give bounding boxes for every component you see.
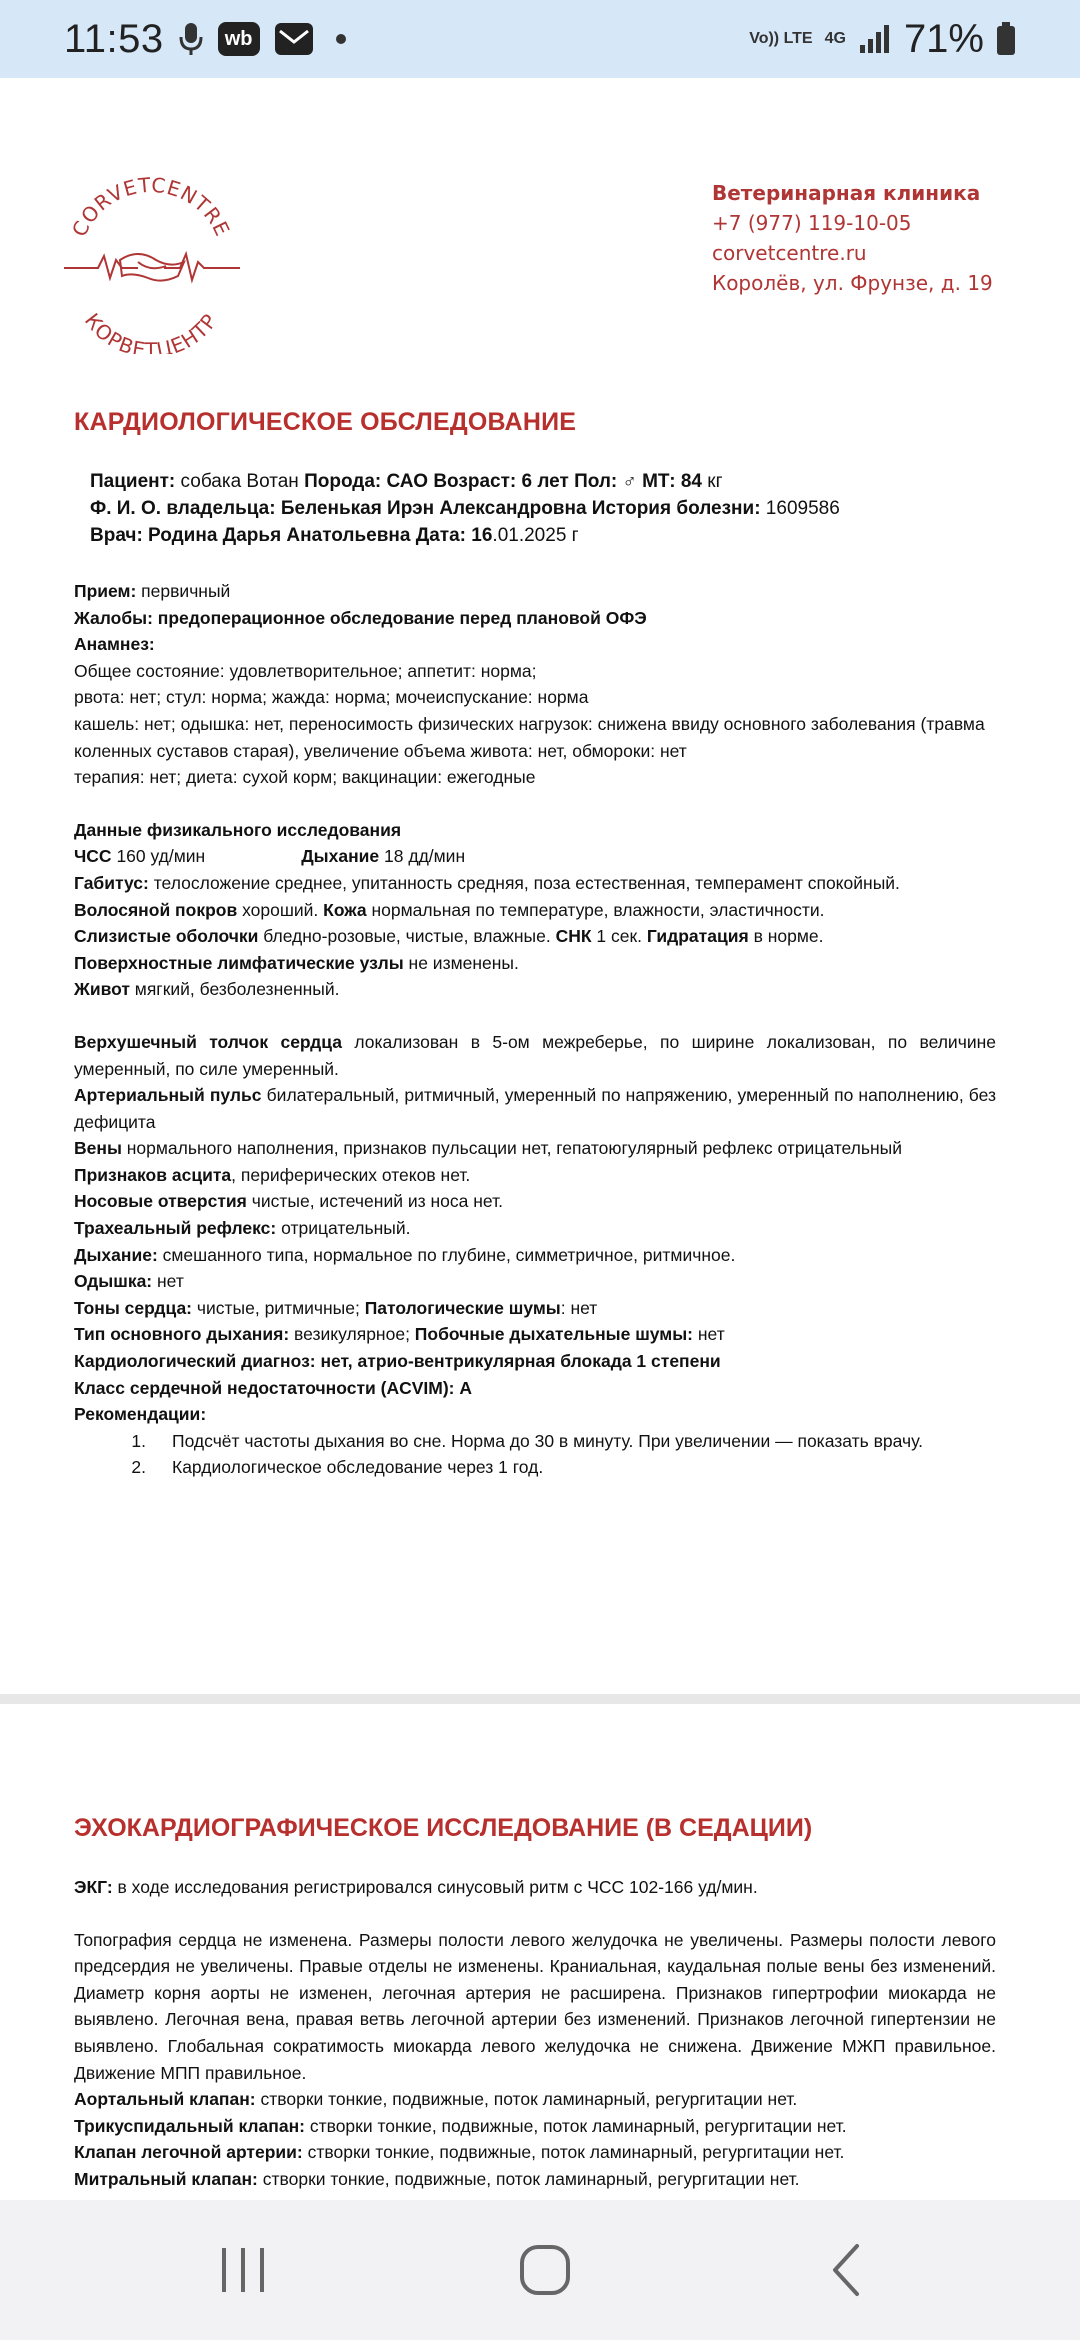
label-aortic: Аортальный клапан: (74, 2089, 256, 2110)
wb-icon: wb (218, 22, 260, 56)
section-title-echo: ЭХОКАРДИОГРАФИЧЕСКОЕ ИССЛЕДОВАНИЕ (В СЕДАЦИИ) (74, 1814, 813, 1842)
mitral-value: створки тонкие, подвижные, поток ламинарный, регургитации нет. (257, 2168, 800, 2189)
mail-icon (274, 22, 314, 56)
abdomen-line (74, 976, 996, 1003)
label-pulmonary: Клапан легочной артерии: (74, 2142, 303, 2163)
label-nose: Носовые отверстия (74, 1191, 247, 1212)
microphone-icon (178, 21, 204, 57)
pulse-line (74, 1082, 996, 1135)
dot-icon (336, 34, 346, 44)
history-value: 1609586 (760, 498, 840, 519)
clinic-address: Королёв, ул. Фрунзе, д. 19 (712, 271, 993, 295)
apex-line (74, 1029, 996, 1082)
label-doctor: Врач: Родина Дарья Анатольевна Дата: 16 (90, 525, 493, 546)
label-tones: Тоны сердца: (74, 1297, 193, 1318)
resp-value: 18 дд/мин (379, 846, 466, 867)
svg-text:CORVETCENTRE (67, 173, 235, 241)
anamnesis-line: терапия: нет; диета: сухой корм; вакцинации: ежегодные (74, 767, 536, 788)
echo-body (74, 1874, 996, 2193)
nose-line (74, 1188, 996, 1215)
status-time: 11:53 (64, 16, 164, 61)
lymph-value: не изменены. (403, 952, 519, 973)
label-owner: Ф. И. О. владельца: Беленькая Ирэн Александровна (90, 498, 587, 519)
tracheal-line (74, 1215, 996, 1242)
label-reception: Прием: (74, 581, 137, 601)
label-veins: Вены (74, 1138, 122, 1159)
list-item-number: 1. (131, 1430, 146, 1451)
skin-value: нормальная по температуре, влажности, эластичности. (366, 899, 825, 920)
apex-value: локализован в 5-ом межреберье, по ширине локализован, по величине умеренный, по силе умеренный. (74, 1031, 996, 1079)
label-weight: МТ: 84 (636, 471, 702, 492)
label-hr: ЧСС (74, 846, 112, 867)
anamnesis-label: Анамнез: (74, 634, 155, 655)
label-side-sounds: Побочные дыхательные шумы: (414, 1324, 694, 1345)
label-mucosa: Слизистые оболочки (74, 926, 259, 947)
acvim-line: Класс сердечной недостаточности (ACVIM): А (74, 1377, 473, 1398)
physical-title: Данные физикального исследования (74, 819, 402, 840)
ascites-line (74, 1162, 996, 1189)
home-icon[interactable] (510, 2240, 580, 2300)
aortic-line (74, 2086, 996, 2113)
label-apex: Верхушечный толчок сердца (74, 1031, 342, 1052)
mitral-line (74, 2166, 996, 2193)
reception-line (74, 578, 996, 605)
battery-icon (996, 22, 1016, 56)
label-tricuspid: Трикуспидальный клапан: (74, 2115, 305, 2136)
ecg-value: в ходе исследования регистрировался синусовый ритм с ЧСС 102-166 уд/мин. (112, 1877, 758, 1897)
signal-icon (858, 23, 892, 55)
breath-type-value: везикулярное; (289, 1324, 415, 1345)
tones-value: чистые, ритмичные; (192, 1297, 365, 1318)
page-divider (0, 1694, 1080, 1704)
murmurs-value: : нет (560, 1297, 598, 1318)
label-breath-type: Тип основного дыхания: (74, 1324, 290, 1345)
pulmonary-value: створки тонкие, подвижные, поток ламинарный, регургитации нет. (302, 2142, 845, 2163)
tricuspid-value: створки тонкие, подвижные, поток ламинарный, регургитации нет. (304, 2115, 847, 2136)
tricuspid-line (74, 2113, 996, 2140)
recent-apps-icon[interactable] (208, 2240, 278, 2300)
label-abdomen: Живот (74, 979, 130, 1000)
complaints-line: Жалобы: предоперационное обследование перед плановой ОФЭ (74, 607, 647, 628)
label-mitral: Митральный клапан: (74, 2168, 258, 2189)
list-item-text: Кардиологическое обследование через 1 год. (172, 1457, 544, 1478)
patient-line-1 (90, 468, 840, 495)
habitus-line (74, 870, 996, 897)
navigation-bar (0, 2200, 1080, 2340)
diagnosis-line: Кардиологический диагноз: нет, атрио-вентрикулярная блокада 1 степени (74, 1351, 721, 1372)
anamnesis-line: кашель: нет; одышка: нет, переносимость физических нагрузок: снижена ввиду основного заболевания (травма коленных суставов старая), увеличение объема живота: нет, обмороки: нет (74, 713, 985, 761)
label-crt: СНК (555, 926, 592, 947)
anamnesis-line: рвота: нет; стул: норма; жажда: норма; мочеиспускание: норма (74, 687, 589, 708)
back-icon[interactable] (812, 2240, 882, 2300)
dyspnea-value: нет (152, 1271, 184, 1292)
label-patient: Пациент: (90, 471, 176, 492)
list-item (74, 1454, 996, 1481)
mucosa-value: бледно-розовые, чистые, влажные. (258, 926, 556, 947)
label-skin: Кожа (323, 899, 367, 920)
date-value: .01.2025 г (492, 525, 579, 546)
status-right (749, 17, 1016, 62)
weight-unit: кг (702, 471, 723, 492)
anamnesis-line: Общее состояние: удовлетворительное; аппетит: норма; (74, 660, 537, 681)
lymph-line (74, 950, 996, 977)
label-tracheal: Трахеальный рефлекс: (74, 1218, 277, 1239)
status-left (64, 17, 346, 62)
abdomen-value: мягкий, безболезненный. (129, 979, 340, 1000)
habitus-value: телосложение среднее, упитанность средняя, поза естественная, темперамент спокойный. (148, 872, 900, 893)
label-sex: Пол: (568, 471, 623, 492)
male-symbol-icon: ♂ (622, 471, 637, 492)
breathing-line (74, 1242, 996, 1269)
tracheal-value: отрицательный. (276, 1218, 411, 1239)
label-ecg: ЭКГ: (74, 1877, 113, 1897)
hydration-value: в норме. (748, 926, 824, 947)
label-history: История болезни: (586, 498, 761, 519)
label-murmurs: Патологические шумы (364, 1297, 561, 1318)
clinic-website[interactable]: corvetcentre.ru (712, 241, 867, 265)
label-resp: Дыхание (301, 846, 380, 867)
patient-line-2 (90, 495, 840, 522)
mucosa-line (74, 923, 996, 950)
breath-type-line (74, 1321, 996, 1348)
veins-line (74, 1135, 996, 1162)
document-page-1 (0, 78, 1080, 1698)
label-age: Возраст: 6 лет (428, 471, 569, 492)
nose-value: чистые, истечений из носа нет. (246, 1191, 504, 1212)
status-bar (0, 0, 1080, 78)
label-hydration: Гидратация (646, 926, 749, 947)
label-pulse: Артериальный пульс (74, 1085, 262, 1106)
section-title-cardio: КАРДИОЛОГИЧЕСКОЕ ОБСЛЕДОВАНИЕ (74, 408, 577, 436)
ascites-value: , периферических отеков нет. (231, 1164, 471, 1185)
aortic-value: створки тонкие, подвижные, поток ламинарный, регургитации нет. (255, 2089, 798, 2110)
breathing-value: смешанного типа, нормальное по глубине, симметричное, ритмичное. (157, 1244, 736, 1265)
label-lymph: Поверхностные лимфатические узлы (74, 952, 404, 973)
list-item (74, 1428, 996, 1455)
document-page-2 (0, 1704, 1080, 2200)
volte-indicator: Vo)) LTE (749, 30, 813, 47)
side-sounds-value: нет (693, 1324, 725, 1345)
reception-value: первичный (136, 581, 231, 601)
label-habitus: Габитус: (74, 872, 149, 893)
clinic-contacts (712, 178, 993, 298)
coat-value: хороший. (237, 899, 324, 920)
pulmonary-line (74, 2139, 996, 2166)
svg-text:КОРВЕТЦЕНТР (80, 309, 222, 354)
clinic-logo (58, 168, 244, 354)
label-dyspnea: Одышка: (74, 1271, 153, 1292)
recommendations-list (74, 1428, 996, 1481)
clinic-name: Ветеринарная клиника (712, 181, 981, 205)
veins-value: нормального наполнения, признаков пульсации нет, гепатоюгулярный рефлекс отрицательный (121, 1138, 903, 1159)
exam-body (74, 578, 996, 1481)
patient-info (90, 468, 840, 549)
coat-line (74, 897, 996, 924)
recommendations-label: Рекомендации: (74, 1404, 207, 1425)
topography-text: Топография сердца не изменена. Размеры полости левого желудочка не увеличены. Размеры полости левого предсердия не увеличены. Правые отделы не изменены. Краниальная, каудальная полые вены без изменений. Диаметр корня аорты не изменен, легочная артерия не расширена. Признаков гипертрофии миокарда не выявлено. Легочная вена, правая ветвь легочной артерии без изменений. Признаков легочной гипертензии не выявлено. Глобальная сократимость миокарда левого желудочка не снижена. Движение МЖП правильное. Движение МПП правильное. (74, 1929, 996, 2083)
pulse-value: билатеральный, ритмичный, умеренный по напряжению, умеренный по наполнению, без дефицита (74, 1085, 996, 1132)
label-ascites: Признаков асцита (74, 1164, 232, 1185)
patient-line-3 (90, 522, 840, 549)
list-item-text: Подсчёт частоты дыхания во сне. Норма до 30 в минуту. При увеличении — показать врачу. (172, 1430, 923, 1451)
crt-value: 1 сек. (591, 926, 647, 947)
list-item-number: 2. (131, 1457, 146, 1478)
vitals-line (74, 843, 996, 870)
hr-value: 160 уд/мин (111, 846, 206, 867)
patient-value: собака Вотан (175, 471, 305, 492)
dyspnea-line (74, 1268, 996, 1295)
logo-text-bottom: КОРВЕТЦЕНТР (79, 308, 223, 354)
network-4g-indicator: 4G (824, 30, 846, 47)
clinic-phone[interactable]: +7 (977) 119-10-05 (712, 211, 912, 235)
tones-line (74, 1295, 996, 1322)
logo-text-top: CORVETCENTRE (67, 172, 235, 241)
ecg-line (74, 1874, 996, 1901)
label-breathing: Дыхание: (74, 1244, 158, 1265)
label-coat: Волосяной покров (74, 899, 238, 920)
battery-percent: 71% (903, 16, 984, 61)
label-breed: Порода: САО (304, 471, 429, 492)
